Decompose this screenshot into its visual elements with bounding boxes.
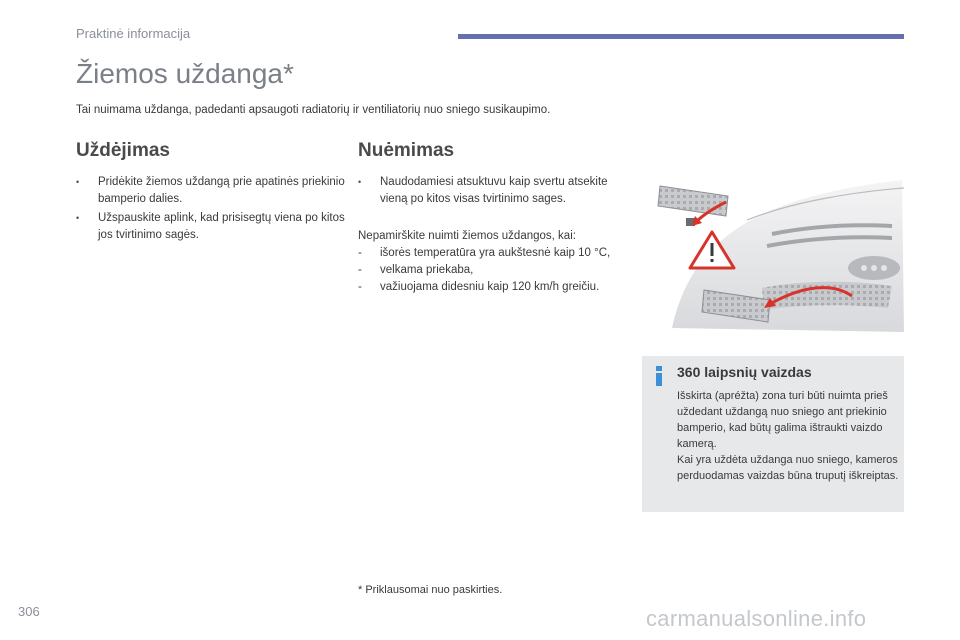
condition-text: išorės temperatūra yra aukštesnė kaip 10 °C,: [380, 247, 611, 259]
info-box-title: 360 laipsnių vaizdas: [677, 364, 812, 380]
bullet-icon: •: [358, 177, 362, 187]
removing-section: [358, 140, 628, 296]
dash-icon: -: [358, 247, 362, 259]
fog-light-led: [881, 265, 887, 271]
step-text: Pridėkite žiemos uždangą prie apatinės priekinio bamperio dalies.: [98, 176, 345, 205]
section-header: Praktinė informacija: [76, 26, 191, 41]
dash-icon: -: [358, 281, 362, 293]
header-rule: [458, 34, 904, 39]
info-box-text: [677, 388, 899, 484]
list-item: [358, 174, 628, 208]
installing-section: [76, 140, 346, 246]
warning-mark: [711, 243, 714, 256]
removal-reminder: Nepamirškite nuimti žiemos uždangos, kai:: [358, 230, 576, 242]
page-number: 306: [18, 604, 40, 619]
dash-icon: -: [358, 264, 362, 276]
bullet-icon: •: [76, 213, 80, 223]
info-box-line: Išskirta (apréžta) zona turi būti nuimta prieš uždedant uždangą nuo sniego ant priekinio bamperio, kad būtų galima ištraukti vaizdo kamerą.: [677, 390, 888, 450]
removal-conditions: [358, 245, 628, 296]
list-item: [76, 174, 346, 208]
watermark: carmanualsonline.info: [646, 606, 867, 631]
installing-heading: Uždėjimas: [76, 140, 170, 161]
page-title: Žiemos uždanga*: [76, 58, 294, 89]
fog-light-led: [871, 265, 877, 271]
upper-cover-piece: [658, 186, 728, 216]
removing-heading: Nuėmimas: [358, 140, 455, 161]
condition-text: velkama priekaba,: [380, 264, 474, 276]
list-item: [358, 245, 628, 262]
intro-text: Tai nuimama uždanga, padedanti apsaugoti radiatorių ir ventiliatorių nuo sniego susikaupimo.: [76, 104, 551, 116]
step-text: Užspauskite aplink, kad prisisegtų viena po kitos jos tvirtinimo sagės.: [98, 212, 345, 241]
fog-light-led: [861, 265, 867, 271]
step-text: Naudodamiesi atsuktuvu kaip svertu atsekite vieną po kitos visas tvirtinimo sages.: [380, 176, 608, 205]
info-box-line: Kai yra uždėta uždanga nuo sniego, kameros perduodamas vaizdas būna truputį iškreiptas.: [677, 454, 899, 482]
footnote: * Priklausomai nuo paskirties.: [358, 584, 503, 596]
list-item: [358, 279, 628, 296]
info-icon: [652, 366, 666, 386]
list-item: [358, 262, 628, 279]
bullet-icon: •: [76, 177, 80, 187]
list-item: [76, 210, 346, 244]
car-front-illustration: [652, 176, 904, 332]
warning-mark: [711, 259, 714, 262]
condition-text: važiuojama didesniu kaip 120 km/h greičiu.: [380, 281, 600, 293]
removing-steps: [358, 174, 628, 208]
installing-steps: [76, 174, 346, 244]
info-box: [642, 356, 904, 512]
